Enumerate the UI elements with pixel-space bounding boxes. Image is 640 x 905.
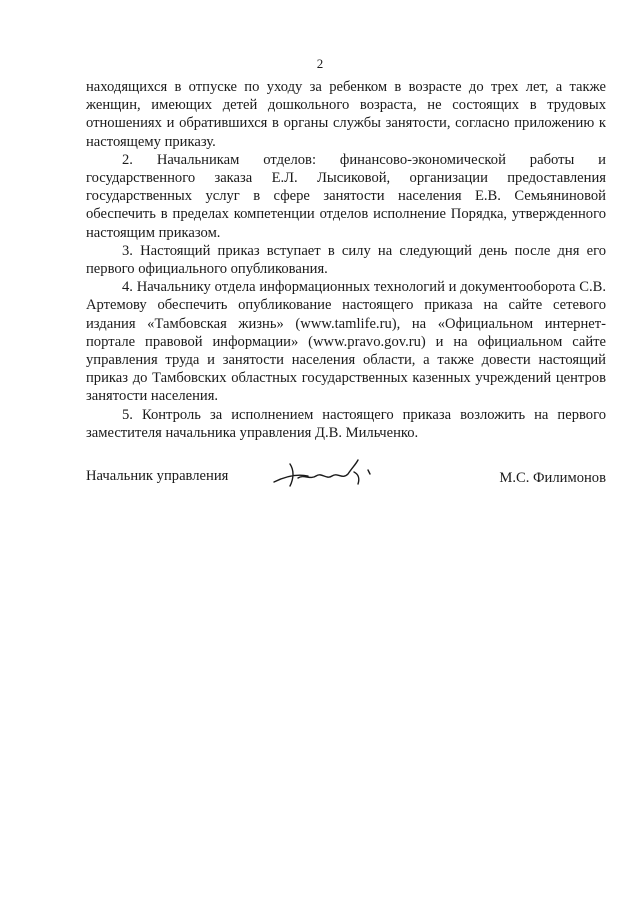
- page-number: 2: [316, 56, 324, 71]
- paragraph-4: 4. Начальнику отдела информационных технологий и документооборота С.В. Артемову обеспечить опубликование настоящего приказа на сайте сетевого издания «Тамбовская жизнь» (www.tamlife.ru), на «Официальном интернет-портале правовой информации» (www.pravo.gov.ru) и на официальном сайте управления труда и занятости населения области, а также довести настоящий приказ до Тамбовских областных государственных казенных учреждений центров занятости населения.: [86, 279, 606, 405]
- document-body: [86, 78, 606, 442]
- paragraph-continuation: находящихся в отпуске по уходу за ребенком в возрасте до трех лет, а также женщин, имеющих детей дошкольного возраста, не состоящих в трудовых отношениях и обратившихся в органы службы занятости, согласно приложению к настоящему приказу.: [86, 79, 606, 150]
- signatory-name: М.С. Филимонов: [499, 470, 606, 486]
- paragraph-2: 2. Начальникам отделов: финансово-экономической работы и государственного заказа Е.Л. Лысиковой, организации предоставления государственных услуг в сфере занятости населения Е.В. Семьяниновой обеспечить в пределах компетенции отделов исполнение Порядка, утвержденного настоящим приказом.: [86, 151, 606, 241]
- signatory-title: Начальник управления: [86, 468, 229, 484]
- signature-block: [86, 462, 606, 502]
- paragraph-3: 3. Настоящий приказ вступает в силу на следующий день после дня его первого официального опубликования.: [86, 242, 606, 278]
- paragraph-5: 5. Контроль за исполнением настоящего приказа возложить на первого заместителя начальника управления Д.В. Мильченко.: [86, 406, 606, 441]
- handwritten-signature: [268, 456, 378, 490]
